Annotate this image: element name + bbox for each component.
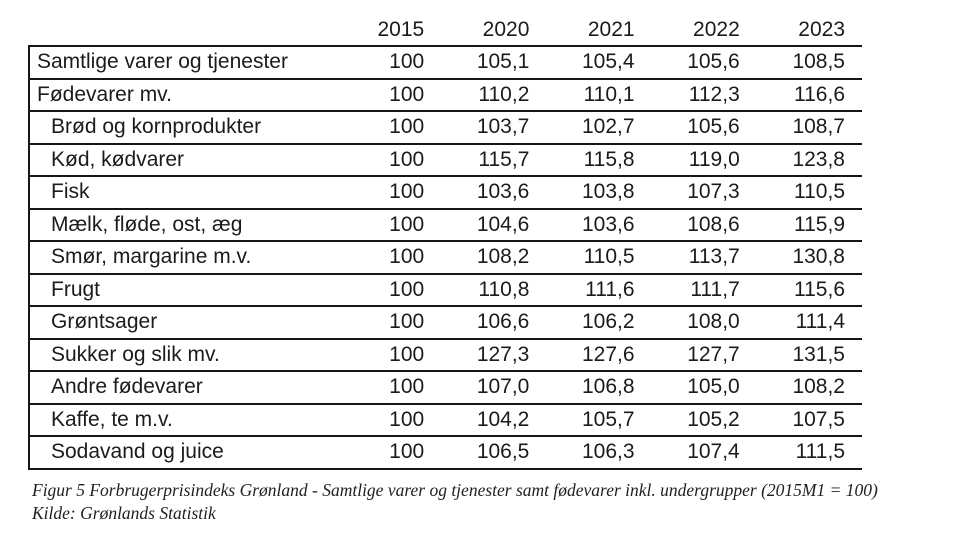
value-cell: 130,8 [757,241,862,274]
value-cell: 106,2 [546,306,651,339]
value-cell: 105,6 [652,111,757,144]
row-label: Samtlige varer og tjenester [28,46,336,79]
row-label: Andre fødevarer [28,371,336,404]
value-cell: 108,2 [441,241,546,274]
value-cell: 119,0 [652,144,757,177]
row-label: Brød og kornprodukter [28,111,336,144]
figure-caption [32,479,878,525]
value-cell: 100 [336,274,441,307]
value-cell: 112,3 [652,79,757,112]
value-cell: 107,5 [757,404,862,437]
value-cell: 100 [336,209,441,242]
table-row [28,79,862,112]
value-cell: 110,1 [546,79,651,112]
value-cell: 100 [336,176,441,209]
value-cell: 106,3 [546,436,651,469]
value-cell: 110,5 [757,176,862,209]
value-cell: 110,2 [441,79,546,112]
value-cell: 107,0 [441,371,546,404]
value-cell: 110,5 [546,241,651,274]
value-cell: 108,5 [757,46,862,79]
table-row [28,46,862,79]
table-row [28,404,862,437]
table-left-border [28,45,30,470]
value-cell: 103,7 [441,111,546,144]
row-label: Kaffe, te m.v. [28,404,336,437]
value-cell: 100 [336,436,441,469]
value-cell: 105,4 [546,46,651,79]
value-cell: 100 [336,111,441,144]
value-cell: 103,6 [441,176,546,209]
value-cell: 105,7 [546,404,651,437]
value-cell: 107,3 [652,176,757,209]
price-index-table [28,14,862,470]
value-cell: 103,6 [546,209,651,242]
value-cell: 115,9 [757,209,862,242]
value-cell: 127,6 [546,339,651,372]
value-cell: 100 [336,144,441,177]
table-body [28,46,862,469]
row-label: Kød, kødvarer [28,144,336,177]
value-cell: 108,2 [757,371,862,404]
value-cell: 102,7 [546,111,651,144]
table-row [28,339,862,372]
value-cell: 106,8 [546,371,651,404]
row-label: Frugt [28,274,336,307]
value-cell: 100 [336,404,441,437]
value-cell: 111,6 [546,274,651,307]
value-cell: 100 [336,339,441,372]
value-cell: 106,5 [441,436,546,469]
value-cell: 105,2 [652,404,757,437]
year-column-header: 2015 [336,14,441,46]
table-header [28,14,862,46]
value-cell: 105,6 [652,46,757,79]
value-cell: 115,7 [441,144,546,177]
value-cell: 111,4 [757,306,862,339]
table-row [28,306,862,339]
value-cell: 116,6 [757,79,862,112]
row-label: Mælk, fløde, ost, æg [28,209,336,242]
value-cell: 105,0 [652,371,757,404]
value-cell: 115,6 [757,274,862,307]
year-column-header: 2023 [757,14,862,46]
value-cell: 111,5 [757,436,862,469]
price-index-table-wrap [28,14,862,470]
table-row [28,111,862,144]
value-cell: 104,6 [441,209,546,242]
table-row [28,241,862,274]
header-row [28,14,862,46]
value-cell: 100 [336,306,441,339]
value-cell: 108,7 [757,111,862,144]
year-column-header: 2022 [652,14,757,46]
value-cell: 108,6 [652,209,757,242]
value-cell: 127,3 [441,339,546,372]
value-cell: 127,7 [652,339,757,372]
value-cell: 115,8 [546,144,651,177]
row-label: Sukker og slik mv. [28,339,336,372]
table-row [28,274,862,307]
table-row [28,436,862,469]
value-cell: 111,7 [652,274,757,307]
figure-source-line: Kilde: Grønlands Statistik [32,503,216,523]
row-label: Sodavand og juice [28,436,336,469]
value-cell: 107,4 [652,436,757,469]
row-label: Grøntsager [28,306,336,339]
year-column-header: 2021 [546,14,651,46]
table-row [28,176,862,209]
value-cell: 100 [336,79,441,112]
value-cell: 106,6 [441,306,546,339]
figure-caption-line: Figur 5 Forbrugerprisindeks Grønland - Samtlige varer og tjenester samt fødevarer inkl. undergrupper (2015M1 = 100) [32,480,878,500]
value-cell: 100 [336,241,441,274]
value-cell: 105,1 [441,46,546,79]
table-row [28,144,862,177]
row-label-header [28,14,336,46]
value-cell: 113,7 [652,241,757,274]
row-label: Smør, margarine m.v. [28,241,336,274]
value-cell: 100 [336,46,441,79]
value-cell: 110,8 [441,274,546,307]
value-cell: 100 [336,371,441,404]
value-cell: 131,5 [757,339,862,372]
year-column-header: 2020 [441,14,546,46]
value-cell: 123,8 [757,144,862,177]
value-cell: 108,0 [652,306,757,339]
table-row [28,371,862,404]
row-label: Fisk [28,176,336,209]
table-row [28,209,862,242]
value-cell: 103,8 [546,176,651,209]
value-cell: 104,2 [441,404,546,437]
row-label: Fødevarer mv. [28,79,336,112]
